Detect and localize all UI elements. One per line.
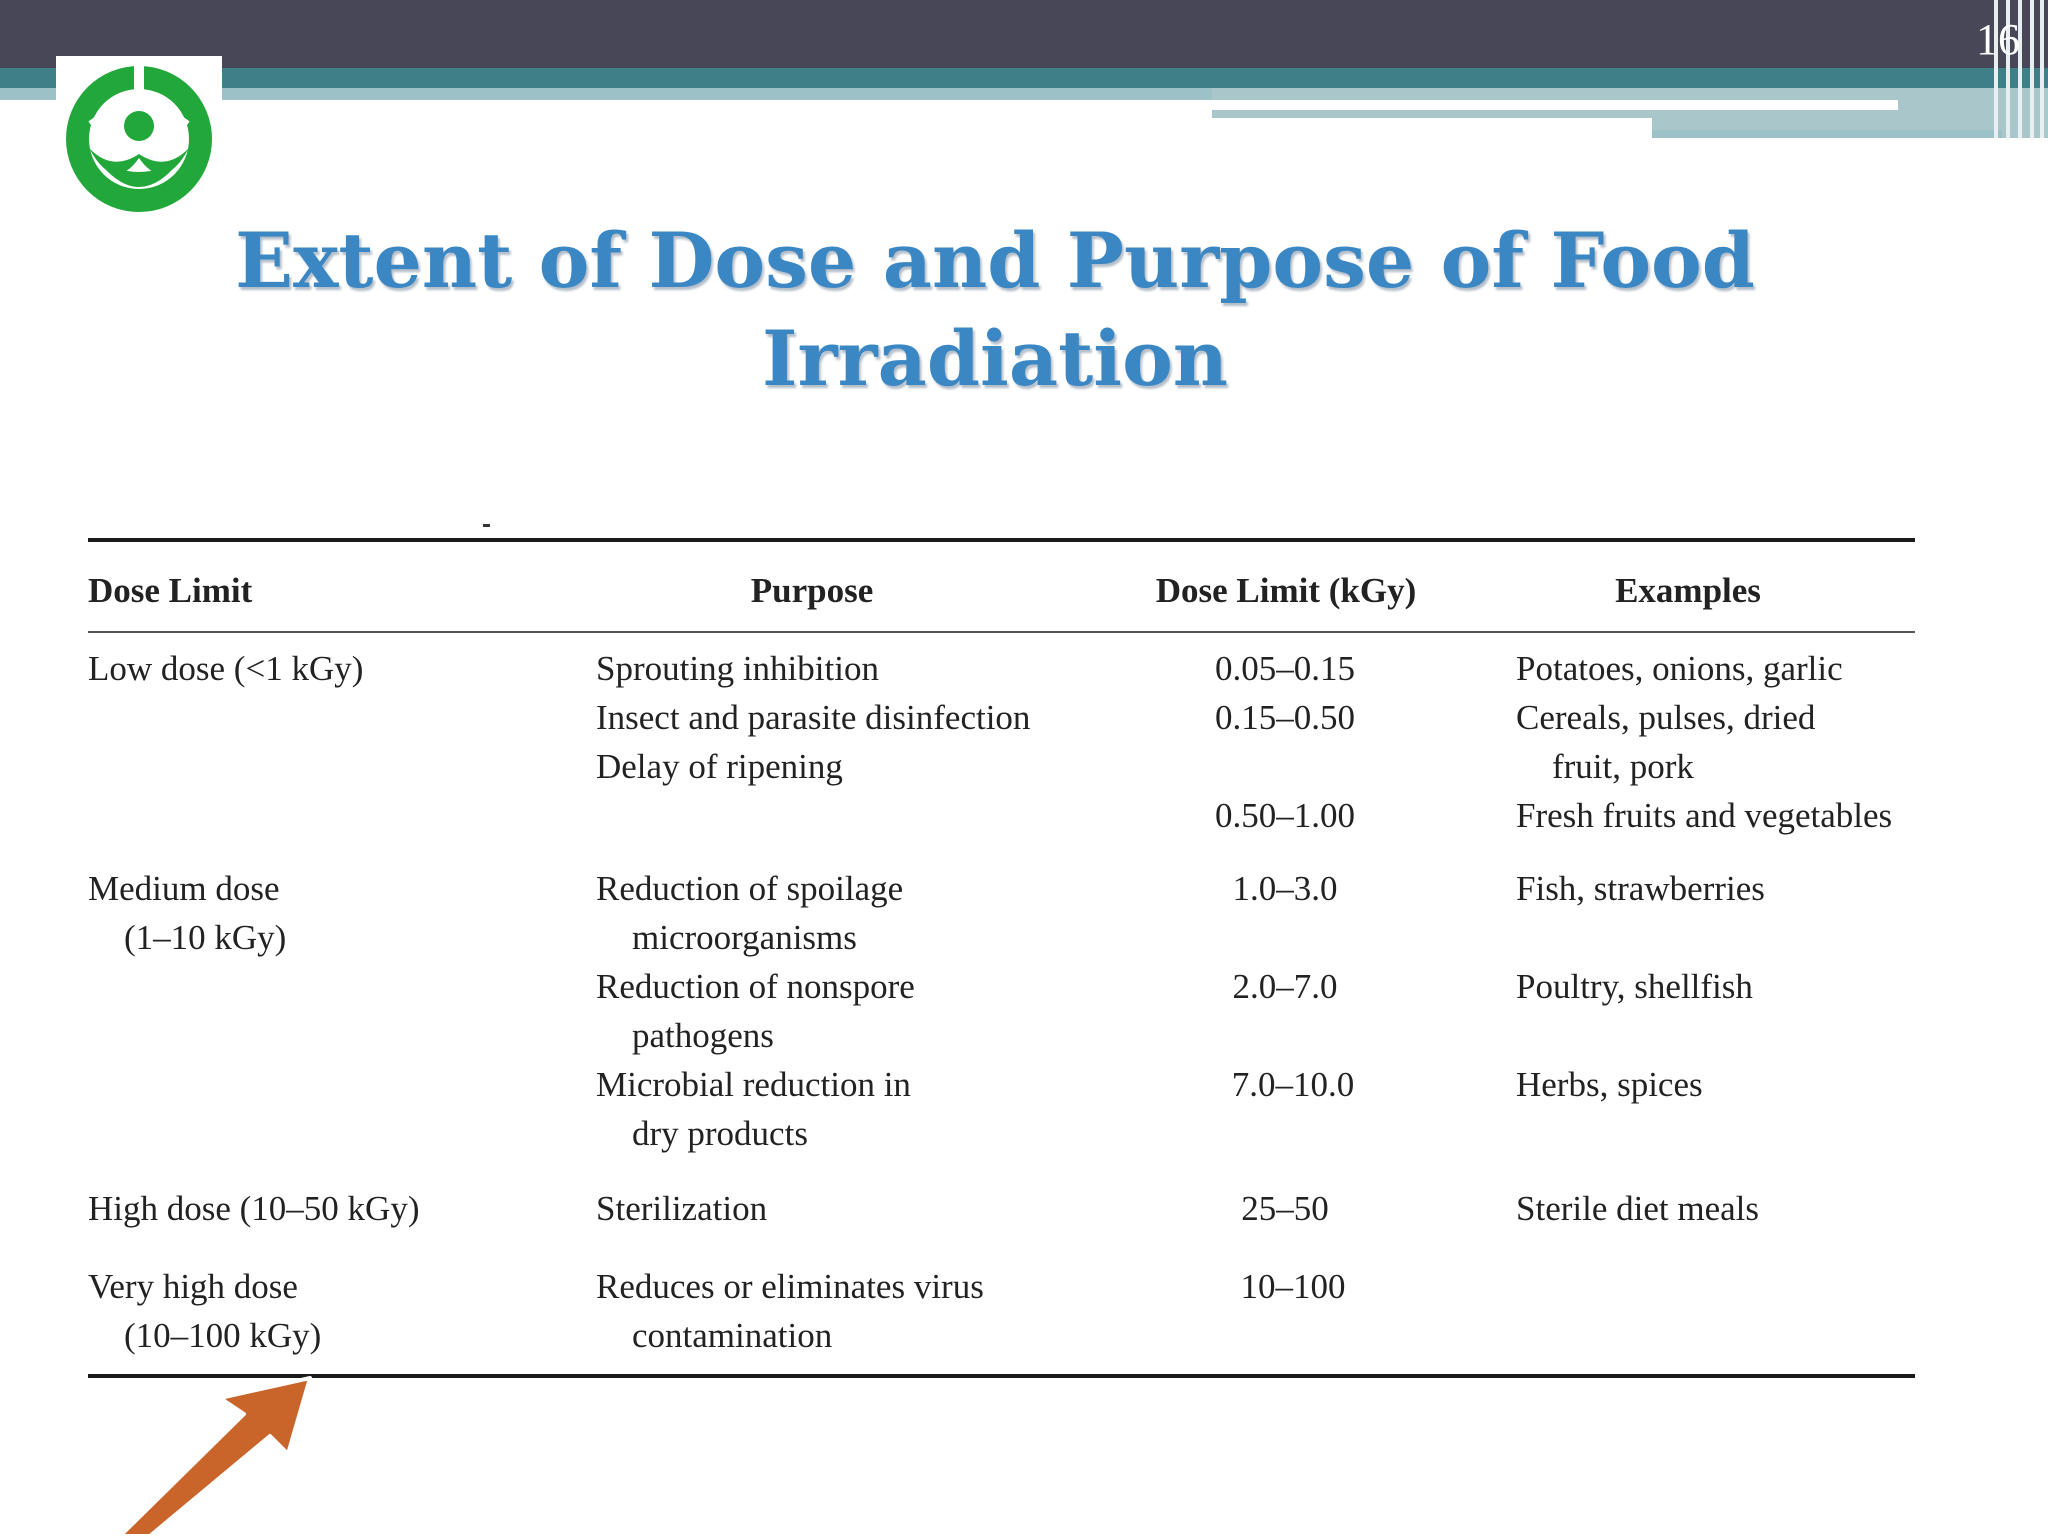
header-dose-range: Dose Limit (kGy)	[1155, 571, 1417, 610]
row-range-cell: 1.0–3.0	[1232, 869, 1338, 908]
slide-title: Extent of Dose and Purpose of Food Irradiation	[235, 216, 1755, 403]
row-purpose-cell: Microbial reduction in	[596, 1065, 911, 1104]
row-purpose-cell: pathogens	[632, 1016, 774, 1055]
table-bottom-rule	[88, 1374, 1915, 1378]
row-example-cell: Cereals, pulses, dried	[1516, 698, 1816, 737]
row-example-cell: Sterile diet meals	[1516, 1189, 1759, 1228]
row-purpose-cell: microorganisms	[632, 918, 857, 957]
row-purpose-cell: Sprouting inhibition	[596, 649, 879, 688]
row-purpose-cell: Insect and parasite disinfection	[596, 698, 1031, 737]
row-purpose-cell: Reduction of nonspore	[596, 967, 915, 1006]
row-example-cell: Poultry, shellfish	[1516, 967, 1753, 1006]
row-range-cell: 2.0–7.0	[1232, 967, 1338, 1006]
row-range-cell: 10–100	[1240, 1267, 1346, 1306]
row-dose-cell: (10–100 kGy)	[124, 1316, 322, 1355]
row-range-cell: 0.15–0.50	[1215, 698, 1355, 737]
header-purpose: Purpose	[750, 571, 874, 610]
header-white-line	[1212, 100, 1898, 110]
table-top-rule	[88, 538, 1915, 542]
row-purpose-cell: Delay of ripening	[596, 747, 843, 786]
row-purpose-cell: contamination	[632, 1316, 833, 1355]
table-mark	[483, 524, 490, 527]
row-range-cell: 0.05–0.15	[1215, 649, 1355, 688]
row-dose-cell: High dose (10–50 kGy)	[88, 1189, 420, 1228]
header-white-line-2	[1212, 118, 1652, 138]
header-dose-limit: Dose Limit	[88, 571, 253, 610]
table-header-rule	[88, 631, 1915, 633]
row-purpose-cell: dry products	[632, 1114, 808, 1153]
row-dose-cell: Low dose (<1 kGy)	[88, 649, 364, 688]
radura-icon	[66, 66, 212, 212]
row-dose-cell: (1–10 kGy)	[124, 918, 287, 957]
header-accent-line	[1652, 130, 2002, 138]
row-example-cell: Fish, strawberries	[1516, 869, 1765, 908]
row-purpose-cell: Sterilization	[596, 1189, 768, 1228]
row-dose-cell: Very high dose	[88, 1267, 298, 1306]
header-teal-band	[0, 68, 2048, 88]
row-example-cell: Herbs, spices	[1516, 1065, 1703, 1104]
row-example-cell: Fresh fruits and vegetables	[1516, 796, 1893, 835]
header-examples: Examples	[1615, 571, 1761, 610]
row-range-cell: 0.50–1.00	[1215, 796, 1355, 835]
row-range-cell: 7.0–10.0	[1231, 1065, 1355, 1104]
row-range-cell: 25–50	[1241, 1189, 1329, 1228]
row-example-cell: fruit, pork	[1552, 747, 1694, 786]
row-purpose-cell: Reduces or eliminates virus	[596, 1267, 984, 1306]
radura-logo	[56, 56, 222, 222]
header-band	[0, 0, 2048, 68]
row-example-cell: Potatoes, onions, garlic	[1516, 649, 1843, 688]
slide-number: 16	[1976, 15, 2020, 64]
row-purpose-cell: Reduction of spoilage	[596, 869, 904, 908]
arrow-up-right-icon	[120, 1376, 340, 1536]
row-dose-cell: Medium dose	[88, 869, 280, 908]
